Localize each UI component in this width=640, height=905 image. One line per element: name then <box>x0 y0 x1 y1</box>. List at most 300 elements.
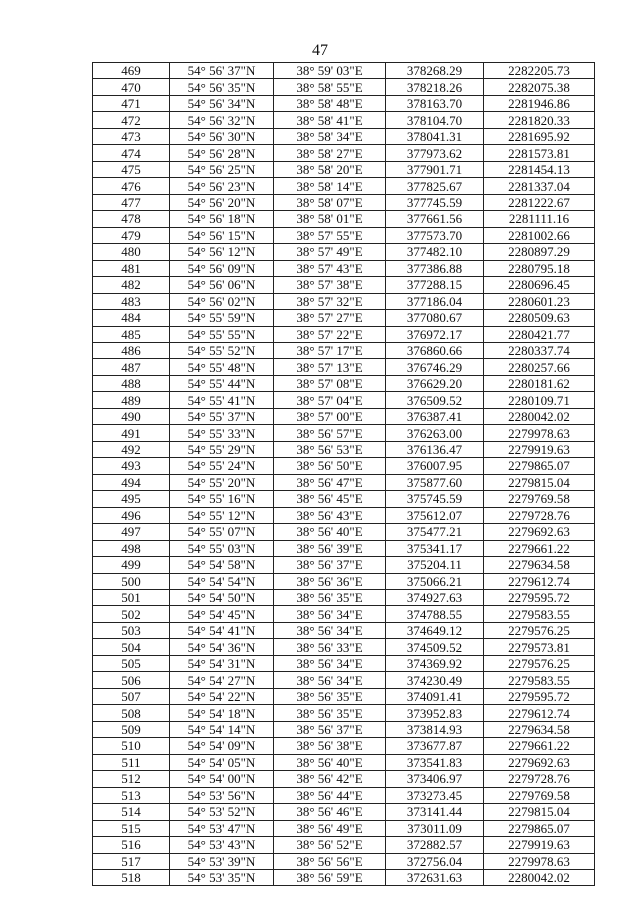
x-coordinate-cell: 374649.12 <box>386 622 484 638</box>
table-row <box>93 425 595 441</box>
x-coordinate-cell: 375612.07 <box>386 507 484 523</box>
table-row <box>93 359 595 375</box>
point-number-cell: 484 <box>93 310 170 326</box>
longitude-cell: 38° 58' 41"E <box>274 112 386 128</box>
x-coordinate-cell: 378041.31 <box>386 128 484 144</box>
longitude-cell: 38° 56' 50"E <box>274 458 386 474</box>
point-number-cell: 512 <box>93 771 170 787</box>
table-row <box>93 688 595 704</box>
table-row <box>93 194 595 210</box>
point-number-cell: 502 <box>93 606 170 622</box>
latitude-cell: 54° 55' 33"N <box>170 425 274 441</box>
table-row <box>93 754 595 770</box>
longitude-cell: 38° 56' 35"E <box>274 590 386 606</box>
x-coordinate-cell: 374230.49 <box>386 672 484 688</box>
table-row <box>93 590 595 606</box>
longitude-cell: 38° 57' 43"E <box>274 260 386 276</box>
longitude-cell: 38° 58' 48"E <box>274 95 386 111</box>
latitude-cell: 54° 53' 39"N <box>170 853 274 869</box>
point-number-cell: 478 <box>93 211 170 227</box>
point-number-cell: 509 <box>93 721 170 737</box>
longitude-cell: 38° 56' 43"E <box>274 507 386 523</box>
point-number-cell: 504 <box>93 639 170 655</box>
point-number-cell: 488 <box>93 375 170 391</box>
latitude-cell: 54° 56' 18"N <box>170 211 274 227</box>
point-number-cell: 518 <box>93 869 170 885</box>
x-coordinate-cell: 377745.59 <box>386 194 484 210</box>
x-coordinate-cell: 377901.71 <box>386 161 484 177</box>
table-row <box>93 474 595 490</box>
table-row <box>93 63 595 79</box>
y-coordinate-cell: 2279634.58 <box>484 557 595 573</box>
table-row <box>93 293 595 309</box>
y-coordinate-cell: 2280257.66 <box>484 359 595 375</box>
latitude-cell: 54° 55' 52"N <box>170 342 274 358</box>
point-number-cell: 510 <box>93 738 170 754</box>
longitude-cell: 38° 57' 13"E <box>274 359 386 375</box>
y-coordinate-cell: 2279769.58 <box>484 491 595 507</box>
x-coordinate-cell: 377482.10 <box>386 244 484 260</box>
x-coordinate-cell: 375745.59 <box>386 491 484 507</box>
x-coordinate-cell: 373677.87 <box>386 738 484 754</box>
y-coordinate-cell: 2280696.45 <box>484 277 595 293</box>
point-number-cell: 479 <box>93 227 170 243</box>
latitude-cell: 54° 56' 32"N <box>170 112 274 128</box>
table-row <box>93 721 595 737</box>
table-row <box>93 260 595 276</box>
longitude-cell: 38° 56' 38"E <box>274 738 386 754</box>
latitude-cell: 54° 55' 59"N <box>170 310 274 326</box>
latitude-cell: 54° 54' 05"N <box>170 754 274 770</box>
point-number-cell: 501 <box>93 590 170 606</box>
longitude-cell: 38° 58' 34"E <box>274 128 386 144</box>
x-coordinate-cell: 376972.17 <box>386 326 484 342</box>
table-row <box>93 491 595 507</box>
latitude-cell: 54° 54' 14"N <box>170 721 274 737</box>
longitude-cell: 38° 56' 46"E <box>274 804 386 820</box>
x-coordinate-cell: 374369.92 <box>386 655 484 671</box>
x-coordinate-cell: 375477.21 <box>386 524 484 540</box>
x-coordinate-cell: 377386.88 <box>386 260 484 276</box>
y-coordinate-cell: 2279978.63 <box>484 853 595 869</box>
y-coordinate-cell: 2281820.33 <box>484 112 595 128</box>
x-coordinate-cell: 378218.26 <box>386 79 484 95</box>
longitude-cell: 38° 57' 00"E <box>274 408 386 424</box>
table-row <box>93 178 595 194</box>
longitude-cell: 38° 58' 14"E <box>274 178 386 194</box>
table-row <box>93 804 595 820</box>
y-coordinate-cell: 2280601.23 <box>484 293 595 309</box>
y-coordinate-cell: 2279815.04 <box>484 474 595 490</box>
table-row <box>93 458 595 474</box>
table-row <box>93 112 595 128</box>
longitude-cell: 38° 56' 59"E <box>274 869 386 885</box>
point-number-cell: 495 <box>93 491 170 507</box>
table-row <box>93 441 595 457</box>
table-row <box>93 161 595 177</box>
point-number-cell: 476 <box>93 178 170 194</box>
latitude-cell: 54° 55' 24"N <box>170 458 274 474</box>
latitude-cell: 54° 53' 52"N <box>170 804 274 820</box>
y-coordinate-cell: 2279576.25 <box>484 655 595 671</box>
y-coordinate-cell: 2279634.58 <box>484 721 595 737</box>
point-number-cell: 492 <box>93 441 170 457</box>
x-coordinate-cell: 373541.83 <box>386 754 484 770</box>
y-coordinate-cell: 2281111.16 <box>484 211 595 227</box>
x-coordinate-cell: 378268.29 <box>386 63 484 79</box>
latitude-cell: 54° 55' 44"N <box>170 375 274 391</box>
x-coordinate-cell: 377661.56 <box>386 211 484 227</box>
x-coordinate-cell: 373141.44 <box>386 804 484 820</box>
y-coordinate-cell: 2279815.04 <box>484 804 595 820</box>
point-number-cell: 491 <box>93 425 170 441</box>
longitude-cell: 38° 56' 53"E <box>274 441 386 457</box>
x-coordinate-cell: 375204.11 <box>386 557 484 573</box>
longitude-cell: 38° 56' 36"E <box>274 573 386 589</box>
point-number-cell: 506 <box>93 672 170 688</box>
longitude-cell: 38° 58' 55"E <box>274 79 386 95</box>
y-coordinate-cell: 2281946.86 <box>484 95 595 111</box>
latitude-cell: 54° 55' 55"N <box>170 326 274 342</box>
y-coordinate-cell: 2279583.55 <box>484 606 595 622</box>
longitude-cell: 38° 56' 49"E <box>274 820 386 836</box>
x-coordinate-cell: 378163.70 <box>386 95 484 111</box>
point-number-cell: 487 <box>93 359 170 375</box>
y-coordinate-cell: 2279865.07 <box>484 820 595 836</box>
longitude-cell: 38° 56' 34"E <box>274 672 386 688</box>
table-row <box>93 79 595 95</box>
longitude-cell: 38° 56' 40"E <box>274 524 386 540</box>
point-number-cell: 482 <box>93 277 170 293</box>
x-coordinate-cell: 372882.57 <box>386 837 484 853</box>
x-coordinate-cell: 377573.70 <box>386 227 484 243</box>
x-coordinate-cell: 373952.83 <box>386 705 484 721</box>
y-coordinate-cell: 2280509.63 <box>484 310 595 326</box>
y-coordinate-cell: 2279919.63 <box>484 441 595 457</box>
point-number-cell: 472 <box>93 112 170 128</box>
table-row <box>93 211 595 227</box>
longitude-cell: 38° 56' 45"E <box>274 491 386 507</box>
y-coordinate-cell: 2281695.92 <box>484 128 595 144</box>
coordinates-table <box>92 62 595 886</box>
y-coordinate-cell: 2280337.74 <box>484 342 595 358</box>
y-coordinate-cell: 2279612.74 <box>484 705 595 721</box>
point-number-cell: 477 <box>93 194 170 210</box>
y-coordinate-cell: 2279769.58 <box>484 787 595 803</box>
x-coordinate-cell: 374091.41 <box>386 688 484 704</box>
table-row <box>93 869 595 885</box>
longitude-cell: 38° 56' 44"E <box>274 787 386 803</box>
longitude-cell: 38° 56' 37"E <box>274 721 386 737</box>
y-coordinate-cell: 2279583.55 <box>484 672 595 688</box>
x-coordinate-cell: 374788.55 <box>386 606 484 622</box>
longitude-cell: 38° 56' 40"E <box>274 754 386 770</box>
x-coordinate-cell: 373406.97 <box>386 771 484 787</box>
longitude-cell: 38° 57' 55"E <box>274 227 386 243</box>
y-coordinate-cell: 2279661.22 <box>484 540 595 556</box>
table-row <box>93 557 595 573</box>
latitude-cell: 54° 56' 06"N <box>170 277 274 293</box>
point-number-cell: 507 <box>93 688 170 704</box>
latitude-cell: 54° 56' 20"N <box>170 194 274 210</box>
latitude-cell: 54° 54' 09"N <box>170 738 274 754</box>
table-row <box>93 622 595 638</box>
x-coordinate-cell: 376629.20 <box>386 375 484 391</box>
x-coordinate-cell: 374509.52 <box>386 639 484 655</box>
y-coordinate-cell: 2279865.07 <box>484 458 595 474</box>
latitude-cell: 54° 55' 48"N <box>170 359 274 375</box>
point-number-cell: 514 <box>93 804 170 820</box>
latitude-cell: 54° 55' 03"N <box>170 540 274 556</box>
y-coordinate-cell: 2282205.73 <box>484 63 595 79</box>
table-row <box>93 639 595 655</box>
x-coordinate-cell: 375066.21 <box>386 573 484 589</box>
latitude-cell: 54° 53' 43"N <box>170 837 274 853</box>
point-number-cell: 497 <box>93 524 170 540</box>
latitude-cell: 54° 55' 07"N <box>170 524 274 540</box>
point-number-cell: 508 <box>93 705 170 721</box>
point-number-cell: 513 <box>93 787 170 803</box>
table-row <box>93 787 595 803</box>
latitude-cell: 54° 55' 29"N <box>170 441 274 457</box>
y-coordinate-cell: 2279692.63 <box>484 524 595 540</box>
longitude-cell: 38° 58' 27"E <box>274 145 386 161</box>
y-coordinate-cell: 2281454.13 <box>484 161 595 177</box>
point-number-cell: 473 <box>93 128 170 144</box>
longitude-cell: 38° 56' 39"E <box>274 540 386 556</box>
x-coordinate-cell: 374927.63 <box>386 590 484 606</box>
longitude-cell: 38° 59' 03"E <box>274 63 386 79</box>
table-row <box>93 771 595 787</box>
point-number-cell: 490 <box>93 408 170 424</box>
point-number-cell: 496 <box>93 507 170 523</box>
y-coordinate-cell: 2280421.77 <box>484 326 595 342</box>
table-row <box>93 145 595 161</box>
latitude-cell: 54° 54' 31"N <box>170 655 274 671</box>
table-row <box>93 392 595 408</box>
table-row <box>93 227 595 243</box>
table-row <box>93 408 595 424</box>
y-coordinate-cell: 2279612.74 <box>484 573 595 589</box>
longitude-cell: 38° 57' 38"E <box>274 277 386 293</box>
x-coordinate-cell: 377080.67 <box>386 310 484 326</box>
x-coordinate-cell: 376509.52 <box>386 392 484 408</box>
table-row <box>93 853 595 869</box>
latitude-cell: 54° 55' 16"N <box>170 491 274 507</box>
page-number: 47 <box>312 42 328 59</box>
point-number-cell: 483 <box>93 293 170 309</box>
point-number-cell: 494 <box>93 474 170 490</box>
x-coordinate-cell: 376136.47 <box>386 441 484 457</box>
latitude-cell: 54° 54' 22"N <box>170 688 274 704</box>
latitude-cell: 54° 54' 27"N <box>170 672 274 688</box>
y-coordinate-cell: 2279661.22 <box>484 738 595 754</box>
y-coordinate-cell: 2279919.63 <box>484 837 595 853</box>
x-coordinate-cell: 377973.62 <box>386 145 484 161</box>
table-row <box>93 507 595 523</box>
latitude-cell: 54° 55' 37"N <box>170 408 274 424</box>
table-row <box>93 606 595 622</box>
latitude-cell: 54° 56' 34"N <box>170 95 274 111</box>
y-coordinate-cell: 2281002.66 <box>484 227 595 243</box>
latitude-cell: 54° 56' 02"N <box>170 293 274 309</box>
table-row <box>93 310 595 326</box>
table-row <box>93 375 595 391</box>
table-row <box>93 672 595 688</box>
longitude-cell: 38° 57' 49"E <box>274 244 386 260</box>
table-row <box>93 95 595 111</box>
table-row <box>93 326 595 342</box>
latitude-cell: 54° 54' 58"N <box>170 557 274 573</box>
point-number-cell: 480 <box>93 244 170 260</box>
latitude-cell: 54° 56' 30"N <box>170 128 274 144</box>
x-coordinate-cell: 373273.45 <box>386 787 484 803</box>
longitude-cell: 38° 57' 27"E <box>274 310 386 326</box>
longitude-cell: 38° 57' 08"E <box>274 375 386 391</box>
latitude-cell: 54° 54' 54"N <box>170 573 274 589</box>
table-row <box>93 244 595 260</box>
point-number-cell: 485 <box>93 326 170 342</box>
latitude-cell: 54° 56' 37"N <box>170 63 274 79</box>
longitude-cell: 38° 56' 33"E <box>274 639 386 655</box>
longitude-cell: 38° 56' 34"E <box>274 655 386 671</box>
latitude-cell: 54° 56' 25"N <box>170 161 274 177</box>
longitude-cell: 38° 56' 34"E <box>274 622 386 638</box>
y-coordinate-cell: 2279978.63 <box>484 425 595 441</box>
longitude-cell: 38° 57' 04"E <box>274 392 386 408</box>
point-number-cell: 493 <box>93 458 170 474</box>
point-number-cell: 505 <box>93 655 170 671</box>
point-number-cell: 499 <box>93 557 170 573</box>
point-number-cell: 511 <box>93 754 170 770</box>
y-coordinate-cell: 2279692.63 <box>484 754 595 770</box>
y-coordinate-cell: 2279595.72 <box>484 590 595 606</box>
table-row <box>93 573 595 589</box>
x-coordinate-cell: 372631.63 <box>386 869 484 885</box>
point-number-cell: 515 <box>93 820 170 836</box>
x-coordinate-cell: 376007.95 <box>386 458 484 474</box>
longitude-cell: 38° 58' 07"E <box>274 194 386 210</box>
point-number-cell: 517 <box>93 853 170 869</box>
table-row <box>93 342 595 358</box>
table-row <box>93 655 595 671</box>
point-number-cell: 500 <box>93 573 170 589</box>
y-coordinate-cell: 2281222.67 <box>484 194 595 210</box>
y-coordinate-cell: 2282075.38 <box>484 79 595 95</box>
point-number-cell: 516 <box>93 837 170 853</box>
table-row <box>93 738 595 754</box>
point-number-cell: 498 <box>93 540 170 556</box>
point-number-cell: 486 <box>93 342 170 358</box>
longitude-cell: 38° 57' 32"E <box>274 293 386 309</box>
point-number-cell: 469 <box>93 63 170 79</box>
y-coordinate-cell: 2280181.62 <box>484 375 595 391</box>
point-number-cell: 474 <box>93 145 170 161</box>
longitude-cell: 38° 56' 34"E <box>274 606 386 622</box>
x-coordinate-cell: 377825.67 <box>386 178 484 194</box>
coordinates-table-body <box>93 63 595 886</box>
table-row <box>93 524 595 540</box>
latitude-cell: 54° 54' 36"N <box>170 639 274 655</box>
y-coordinate-cell: 2280109.71 <box>484 392 595 408</box>
longitude-cell: 38° 56' 42"E <box>274 771 386 787</box>
latitude-cell: 54° 54' 45"N <box>170 606 274 622</box>
y-coordinate-cell: 2280795.18 <box>484 260 595 276</box>
x-coordinate-cell: 372756.04 <box>386 853 484 869</box>
table-row <box>93 820 595 836</box>
longitude-cell: 38° 56' 56"E <box>274 853 386 869</box>
y-coordinate-cell: 2279728.76 <box>484 771 595 787</box>
y-coordinate-cell: 2279595.72 <box>484 688 595 704</box>
y-coordinate-cell: 2279576.25 <box>484 622 595 638</box>
latitude-cell: 54° 53' 56"N <box>170 787 274 803</box>
longitude-cell: 38° 56' 57"E <box>274 425 386 441</box>
point-number-cell: 481 <box>93 260 170 276</box>
latitude-cell: 54° 54' 50"N <box>170 590 274 606</box>
y-coordinate-cell: 2280042.02 <box>484 869 595 885</box>
y-coordinate-cell: 2279573.81 <box>484 639 595 655</box>
point-number-cell: 503 <box>93 622 170 638</box>
point-number-cell: 471 <box>93 95 170 111</box>
latitude-cell: 54° 56' 35"N <box>170 79 274 95</box>
latitude-cell: 54° 54' 41"N <box>170 622 274 638</box>
longitude-cell: 38° 56' 35"E <box>274 705 386 721</box>
longitude-cell: 38° 56' 35"E <box>274 688 386 704</box>
point-number-cell: 489 <box>93 392 170 408</box>
longitude-cell: 38° 56' 52"E <box>274 837 386 853</box>
x-coordinate-cell: 377186.04 <box>386 293 484 309</box>
x-coordinate-cell: 376860.66 <box>386 342 484 358</box>
x-coordinate-cell: 375877.60 <box>386 474 484 490</box>
latitude-cell: 54° 56' 28"N <box>170 145 274 161</box>
x-coordinate-cell: 376746.29 <box>386 359 484 375</box>
latitude-cell: 54° 53' 35"N <box>170 869 274 885</box>
point-number-cell: 475 <box>93 161 170 177</box>
latitude-cell: 54° 53' 47"N <box>170 820 274 836</box>
longitude-cell: 38° 56' 47"E <box>274 474 386 490</box>
longitude-cell: 38° 58' 01"E <box>274 211 386 227</box>
latitude-cell: 54° 54' 18"N <box>170 705 274 721</box>
x-coordinate-cell: 376263.00 <box>386 425 484 441</box>
x-coordinate-cell: 377288.15 <box>386 277 484 293</box>
latitude-cell: 54° 55' 20"N <box>170 474 274 490</box>
latitude-cell: 54° 54' 00"N <box>170 771 274 787</box>
y-coordinate-cell: 2280897.29 <box>484 244 595 260</box>
table-row <box>93 128 595 144</box>
latitude-cell: 54° 56' 23"N <box>170 178 274 194</box>
longitude-cell: 38° 57' 22"E <box>274 326 386 342</box>
x-coordinate-cell: 373814.93 <box>386 721 484 737</box>
table-row <box>93 540 595 556</box>
longitude-cell: 38° 58' 20"E <box>274 161 386 177</box>
latitude-cell: 54° 56' 12"N <box>170 244 274 260</box>
longitude-cell: 38° 56' 37"E <box>274 557 386 573</box>
latitude-cell: 54° 55' 41"N <box>170 392 274 408</box>
x-coordinate-cell: 376387.41 <box>386 408 484 424</box>
latitude-cell: 54° 55' 12"N <box>170 507 274 523</box>
x-coordinate-cell: 373011.09 <box>386 820 484 836</box>
latitude-cell: 54° 56' 15"N <box>170 227 274 243</box>
point-number-cell: 470 <box>93 79 170 95</box>
y-coordinate-cell: 2280042.02 <box>484 408 595 424</box>
table-row <box>93 705 595 721</box>
y-coordinate-cell: 2279728.76 <box>484 507 595 523</box>
table-row <box>93 837 595 853</box>
table-row <box>93 277 595 293</box>
latitude-cell: 54° 56' 09"N <box>170 260 274 276</box>
y-coordinate-cell: 2281573.81 <box>484 145 595 161</box>
x-coordinate-cell: 378104.70 <box>386 112 484 128</box>
